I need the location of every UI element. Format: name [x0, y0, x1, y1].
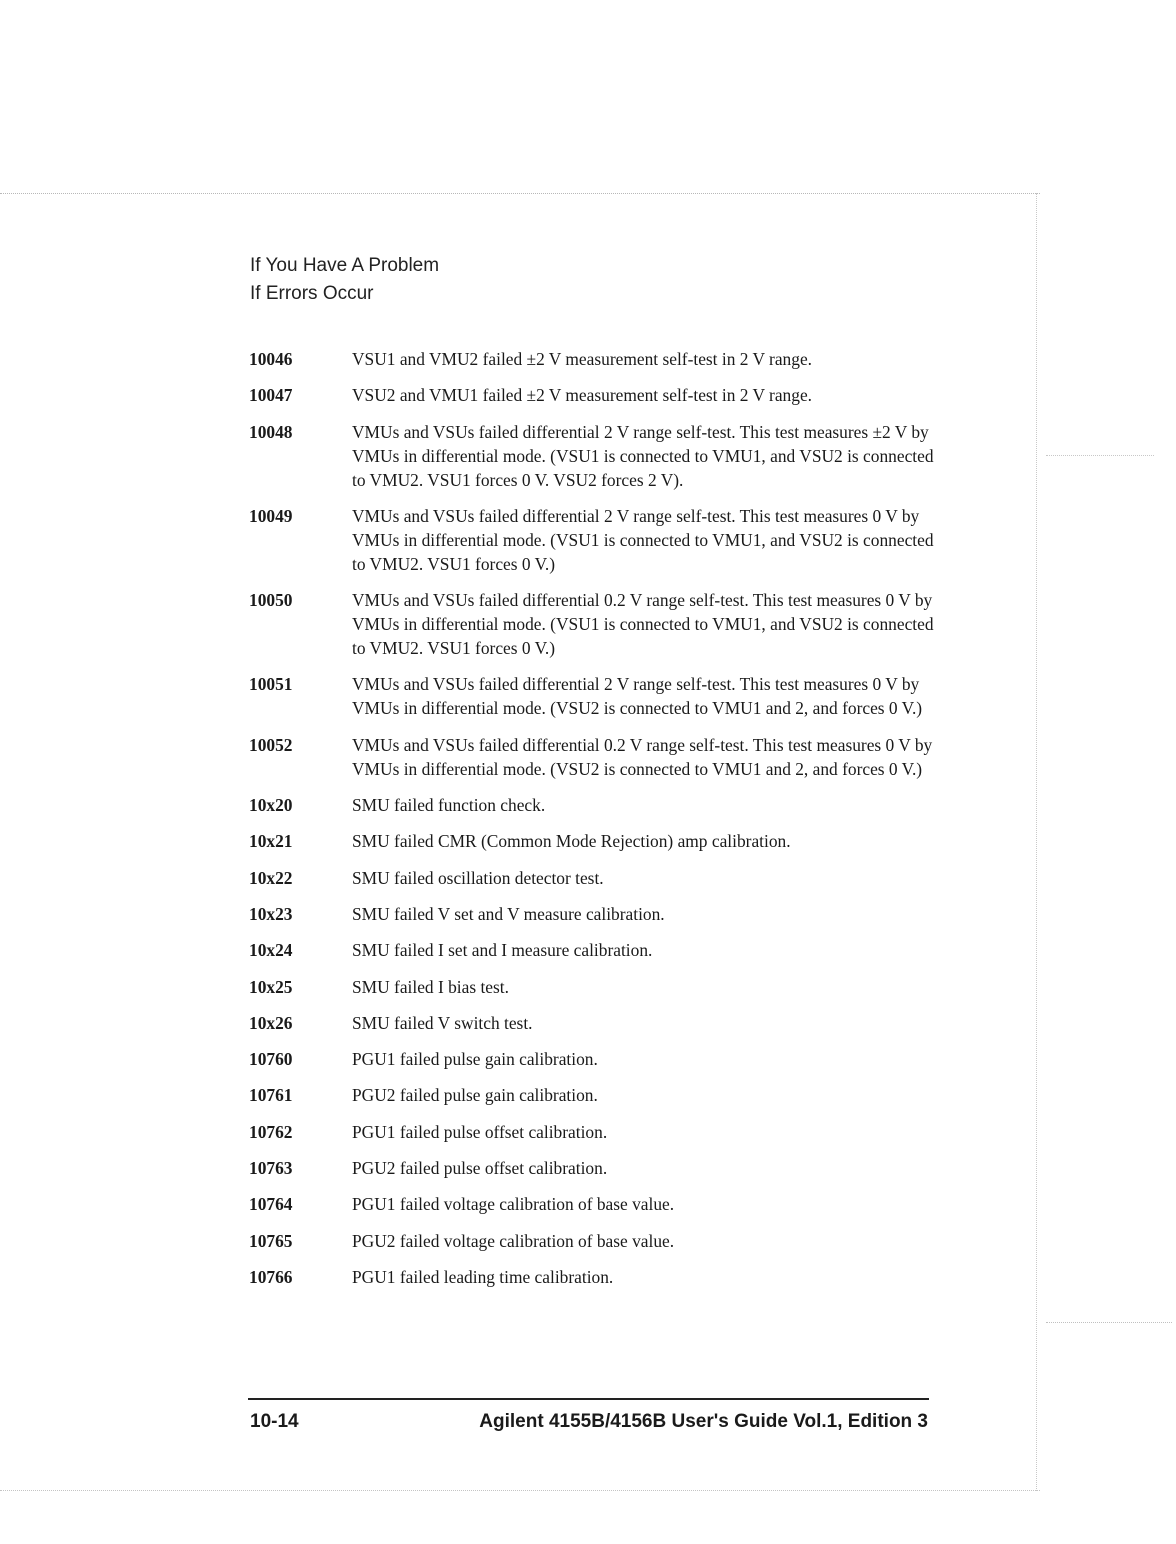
error-description: VMUs and VSUs failed differential 0.2 V range self-test. This test measures 0 V by VMUs in differential mode. (VSU1 is connected to VMU1, and VSU2 is connected to VMU2. VSU1 forces 0 V.): [352, 590, 934, 659]
error-description: SMU failed I bias test.: [352, 976, 509, 997]
error-description: PGU1 failed pulse gain calibration.: [352, 1049, 598, 1070]
error-code: 10763: [249, 1158, 293, 1179]
error-entry: [249, 975, 939, 999]
error-description: VMUs and VSUs failed differential 2 V range self-test. This test measures ±2 V by VMUs in differential mode. (VSU1 is connected to VMU1, and VSU2 is connected to VMU2. VSU1 forces 0 V. VSU2 forces 2 V).: [352, 421, 934, 490]
error-description: SMU failed V switch test.: [352, 1012, 533, 1033]
error-description: VMUs and VSUs failed differential 2 V range self-test. This test measures 0 V by VMUs in differential mode. (VSU1 is connected to VMU1, and VSU2 is connected to VMU2. VSU1 forces 0 V.): [352, 505, 934, 574]
error-description: PGU2 failed pulse offset calibration.: [352, 1158, 608, 1179]
error-code: 10766: [249, 1266, 293, 1287]
error-code: 10051: [249, 674, 293, 695]
error-description: SMU failed V set and V measure calibration.: [352, 903, 665, 924]
error-entry: [249, 733, 939, 781]
error-entry: [249, 1265, 939, 1289]
scan-border-right: [1036, 193, 1037, 1491]
scan-mark: [1046, 455, 1154, 456]
error-description: SMU failed CMR (Common Mode Rejection) amp calibration.: [352, 831, 791, 852]
scan-border-bottom: [0, 1490, 1040, 1491]
error-code: 10762: [249, 1121, 293, 1142]
error-description: VSU1 and VMU2 failed ±2 V measurement self-test in 2 V range.: [352, 349, 813, 369]
error-description: VMUs and VSUs failed differential 2 V range self-test. This test measures 0 V by VMUs in differential mode. (VSU2 is connected to VMU1 and 2, and forces 0 V.): [352, 674, 923, 719]
error-entry: [249, 793, 939, 817]
footer-rule: [248, 1398, 929, 1400]
error-entry: [249, 1156, 939, 1180]
error-description: SMU failed oscillation detector test.: [352, 867, 604, 888]
error-code: 10x20: [249, 795, 293, 816]
error-description: VSU2 and VMU1 failed ±2 V measurement self-test in 2 V range.: [352, 385, 813, 406]
chapter-title: If You Have A Problem: [250, 255, 440, 276]
error-entry: [249, 420, 939, 492]
error-code: 10046: [249, 349, 293, 369]
error-entry: [249, 938, 939, 962]
error-entry: [249, 829, 939, 853]
error-code: 10764: [249, 1194, 293, 1215]
error-description: SMU failed I set and I measure calibration.: [352, 940, 653, 961]
error-entry: [249, 1229, 939, 1253]
error-entry: [249, 1083, 939, 1107]
error-entry: [249, 1047, 939, 1071]
page-number: 10-14: [250, 1411, 299, 1432]
error-description: SMU failed function check.: [352, 795, 546, 816]
book-title: Agilent 4155B/4156B User's Guide Vol.1, Edition 3: [479, 1411, 928, 1432]
error-code: 10765: [249, 1230, 293, 1251]
error-code: 10052: [249, 734, 293, 755]
error-code: 10x23: [249, 903, 293, 924]
error-description: PGU1 failed voltage calibration of base value.: [352, 1194, 675, 1215]
error-entry: [249, 866, 939, 890]
section-title: If Errors Occur: [250, 283, 374, 304]
error-description: PGU2 failed pulse gain calibration.: [352, 1085, 598, 1106]
error-entry: [249, 1120, 939, 1144]
error-code: 10760: [249, 1049, 293, 1070]
error-entry: [249, 504, 939, 576]
error-description: PGU1 failed leading time calibration.: [352, 1266, 614, 1287]
error-description: VMUs and VSUs failed differential 0.2 V range self-test. This test measures 0 V by VMUs in differential mode. (VSU2 is connected to VMU1 and 2, and forces 0 V.): [352, 734, 933, 779]
error-entry: [249, 588, 939, 660]
error-entry: [249, 1192, 939, 1216]
error-code: 10x24: [249, 940, 293, 961]
running-header: [250, 252, 439, 308]
scan-mark: [1046, 1322, 1172, 1323]
scan-border-top: [0, 193, 1040, 194]
error-entry: [249, 1011, 939, 1035]
error-description: PGU1 failed pulse offset calibration.: [352, 1121, 608, 1142]
error-code: 10049: [249, 505, 293, 526]
error-code: 10047: [249, 385, 293, 406]
error-code: 10x21: [249, 831, 293, 852]
error-code: 10050: [249, 590, 293, 611]
error-code: 10x22: [249, 867, 293, 888]
error-entry: [249, 383, 939, 407]
error-entry: [249, 347, 939, 371]
error-code-list: [249, 347, 939, 1301]
error-entry: [249, 902, 939, 926]
error-code: 10x25: [249, 976, 293, 997]
error-code: 10048: [249, 421, 293, 442]
error-code: 10x26: [249, 1012, 293, 1033]
error-description: PGU2 failed voltage calibration of base value.: [352, 1230, 675, 1251]
error-entry: [249, 672, 939, 720]
error-code: 10761: [249, 1085, 293, 1106]
